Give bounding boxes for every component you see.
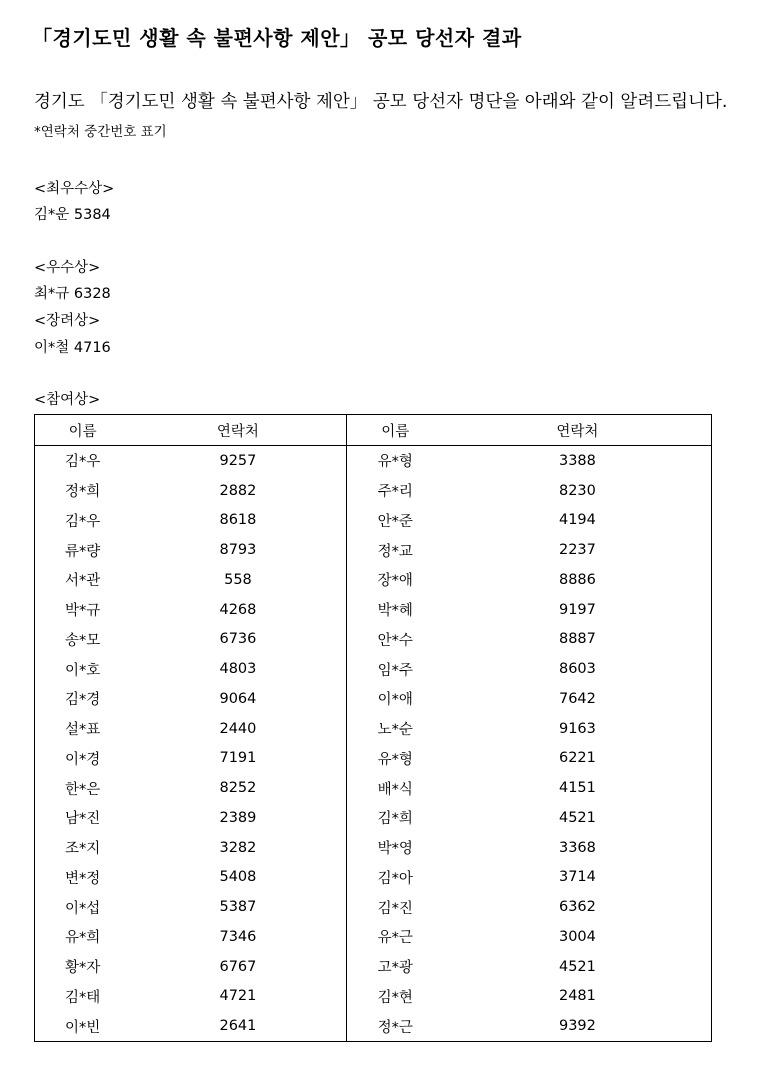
cell-name-right: 김*진 [346,892,444,922]
contact-note: *연락처 중간번호 표기 [34,124,167,140]
cell-contact-left: 8252 [219,780,257,797]
cell-contact-left: 2440 [219,720,257,737]
table-row [35,625,712,655]
table-row [35,982,712,1012]
table-row [35,773,712,803]
table-row [35,744,712,774]
cell-name-left: 한*은 [65,781,101,798]
excellence-prize-label: <우수상> [34,260,101,276]
cell-name-left: 송*모 [65,632,101,649]
cell-name-right: 박*혜 [346,595,444,625]
cell-name-right: 정*교 [346,535,444,565]
cell-name-right: 이*애 [346,684,444,714]
table-row [35,714,712,744]
table-row [35,595,712,625]
cell-contact-right: 2481 [558,988,596,1005]
cell-contact-right: 8887 [558,631,596,648]
encouragement-prize-label: <장려상> [34,313,101,329]
cell-name-right: 박*영 [346,833,444,863]
cell-contact-right: 7642 [558,690,596,707]
cell-contact-right: 8603 [558,661,596,678]
participants-table [34,414,712,1042]
cell-name-right: 유*형 [346,744,444,774]
cell-name-right: 정*근 [346,1011,444,1041]
cell-name-left: 이*섭 [65,900,101,917]
cell-contact-right: 4151 [558,780,596,797]
grand-prize-label: <최우수상> [34,181,115,197]
cell-contact-left: 3282 [219,839,257,856]
cell-contact-left: 8618 [219,512,257,529]
table-row [35,892,712,922]
table-row [35,476,712,506]
table-row [35,535,712,565]
table-header-row [35,415,712,446]
cell-contact-right: 3388 [558,452,596,469]
cell-contact-right: 8230 [558,482,596,499]
encouragement-prize-winner: 이*철 4716 [34,340,111,356]
cell-contact-left: 5408 [219,869,257,886]
cell-name-right: 김*희 [346,803,444,833]
cell-contact-right: 9163 [558,720,596,737]
header-name-right: 이름 [346,415,444,446]
cell-name-left: 변*정 [65,870,101,887]
table-row [35,803,712,833]
table-row [35,1011,712,1041]
cell-name-right: 안*준 [346,506,444,536]
table-row [35,654,712,684]
cell-contact-right: 4521 [558,958,596,975]
cell-contact-right: 9392 [558,1018,596,1035]
cell-name-left: 이*경 [65,751,101,768]
cell-contact-left: 2882 [219,482,257,499]
header-contact-left: 연락처 [130,415,346,446]
cell-contact-left: 558 [224,571,252,588]
table-row [35,833,712,863]
cell-contact-right: 4521 [558,809,596,826]
table-row [35,684,712,714]
cell-name-right: 김*현 [346,982,444,1012]
cell-contact-left: 4268 [219,601,257,618]
cell-name-right: 김*아 [346,863,444,893]
cell-contact-left: 2641 [219,1018,257,1035]
cell-name-right: 고*광 [346,952,444,982]
table-row [35,506,712,536]
participation-prize-label: <참여상> [34,392,101,408]
grand-prize-winner: 김*운 5384 [34,207,111,223]
cell-name-left: 이*호 [65,662,101,679]
cell-name-left: 김*경 [65,692,101,709]
cell-name-right: 임*주 [346,654,444,684]
cell-name-right: 유*형 [346,446,444,476]
cell-name-right: 유*근 [346,922,444,952]
cell-name-left: 남*진 [65,811,101,828]
cell-name-right: 배*식 [346,773,444,803]
cell-contact-right: 8886 [558,571,596,588]
cell-contact-left: 9257 [219,452,257,469]
cell-contact-left: 7191 [219,750,257,767]
cell-contact-right: 9197 [558,601,596,618]
cell-name-left: 김*우 [65,454,101,471]
cell-name-left: 정*희 [65,484,101,501]
table-row [35,446,712,476]
cell-contact-left: 6767 [219,958,257,975]
cell-contact-left: 4721 [219,988,257,1005]
excellence-prize-winner: 최*규 6328 [34,286,111,302]
cell-name-left: 김*태 [65,989,101,1006]
cell-name-right: 주*리 [346,476,444,506]
cell-contact-left: 8793 [219,542,257,559]
table-row [35,952,712,982]
cell-name-left: 황*자 [65,960,101,977]
cell-name-left: 김*우 [65,513,101,530]
cell-name-left: 류*량 [65,543,101,560]
table-row [35,863,712,893]
header-contact-right: 연락처 [444,415,712,446]
header-name-left: 이름 [35,415,131,446]
cell-name-left: 설*표 [65,722,101,739]
participants-table-body [35,446,712,1042]
cell-contact-left: 4803 [219,661,257,678]
cell-name-left: 박*규 [65,603,101,620]
table-row [35,565,712,595]
cell-name-left: 조*지 [65,841,101,858]
cell-contact-left: 5387 [219,899,257,916]
cell-contact-right: 3368 [558,839,596,856]
page-title: 「경기도민 생활 속 불편사항 제안」 공모 당선자 결과 [32,26,522,50]
cell-contact-right: 4194 [558,512,596,529]
cell-contact-right: 2237 [558,542,596,559]
cell-contact-left: 2389 [219,809,257,826]
cell-name-right: 안*수 [346,625,444,655]
cell-contact-right: 3714 [558,869,596,886]
cell-name-left: 이*빈 [65,1019,101,1036]
cell-name-left: 서*관 [65,573,101,590]
cell-contact-right: 3004 [558,928,596,945]
cell-contact-left: 9064 [219,690,257,707]
intro-text: 경기도 「경기도민 생활 속 불편사항 제안」 공모 당선자 명단을 아래와 같이 알려드립니다. [34,92,728,112]
cell-contact-right: 6221 [558,750,596,767]
cell-contact-left: 7346 [219,928,257,945]
cell-contact-left: 6736 [219,631,257,648]
table-row [35,922,712,952]
cell-name-right: 장*애 [346,565,444,595]
cell-name-left: 유*희 [65,930,101,947]
cell-contact-right: 6362 [558,899,596,916]
cell-name-right: 노*순 [346,714,444,744]
